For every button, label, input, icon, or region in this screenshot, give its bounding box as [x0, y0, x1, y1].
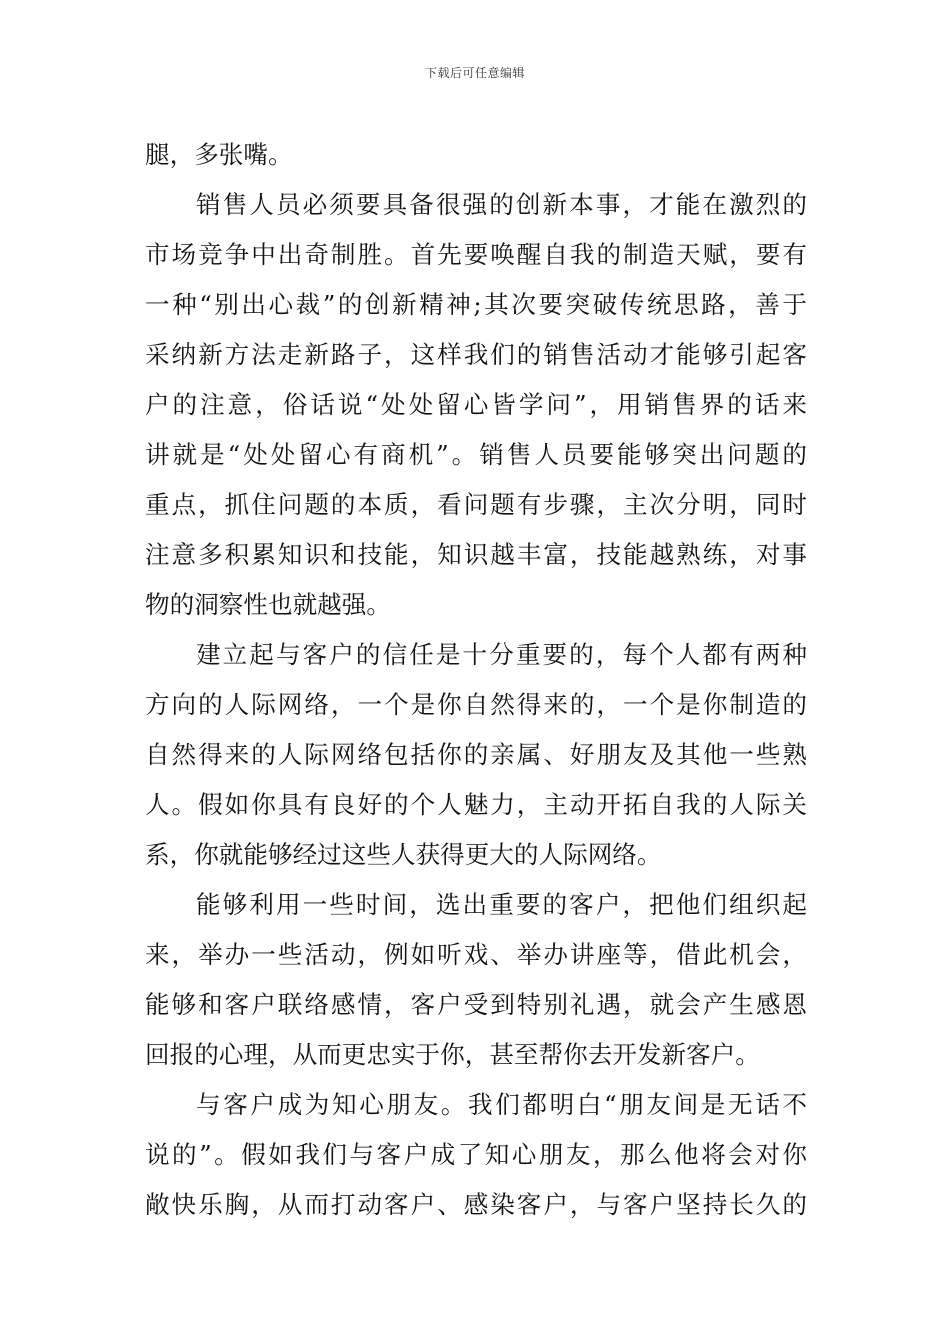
text-line: 能够利用一些时间，选出重要的客户，把他们组织起 — [196, 890, 807, 919]
text-line: 与客户成为知心朋友。我们都明白“朋友间是无话不 — [196, 1090, 807, 1119]
text-line: 系，你就能够经过这些人获得更大的人际网络。 — [145, 840, 662, 869]
text-line: 回报的心理，从而更忠实于你，甚至帮你去开发新客户。 — [145, 1040, 760, 1069]
text-line: 自然得来的人际网络包括你的亲属、好朋友及其他一些熟 — [145, 740, 807, 769]
text-line: 腿，多张嘴。 — [145, 140, 293, 169]
text-line: 方向的人际网络，一个是你自然得来的，一个是你制造的 — [145, 690, 807, 719]
text-line: 建立起与客户的信任是十分重要的，每个人都有两种 — [196, 640, 807, 669]
text-line: 一种“别出心裁”的创新精神;其次要突破传统思路，善于 — [145, 290, 807, 319]
text-line: 说的”。假如我们与客户成了知心朋友，那么他将会对你 — [145, 1140, 807, 1169]
text-line: 物的洞察性也就越强。 — [145, 590, 391, 619]
text-line: 来，举办一些活动，例如听戏、举办讲座等，借此机会， — [145, 940, 807, 969]
page-header: 下载后可任意编辑 — [424, 66, 525, 80]
text-line: 能够和客户联络感情，客户受到特别礼遇，就会产生感恩 — [145, 990, 807, 1019]
text-line: 重点，抓住问题的本质，看问题有步骤，主次分明，同时 — [145, 490, 807, 519]
text-line: 讲就是“处处留心有商机”。销售人员要能够突出问题的 — [145, 440, 807, 469]
text-line: 销售人员必须要具备很强的创新本事，才能在激烈的 — [196, 190, 807, 219]
text-line: 敞快乐胸，从而打动客户、感染客户，与客户坚持长久的 — [145, 1190, 807, 1219]
text-line: 采纳新方法走新路子，这样我们的销售活动才能够引起客 — [145, 340, 807, 369]
text-line: 注意多积累知识和技能，知识越丰富，技能越熟练，对事 — [145, 540, 807, 569]
text-line: 市场竞争中出奇制胜。首先要唤醒自我的制造天赋，要有 — [145, 240, 807, 269]
document-body — [145, 130, 807, 1230]
text-line: 户的注意，俗话说“处处留心皆学问”，用销售界的话来 — [145, 390, 807, 419]
text-line: 人。假如你具有良好的个人魅力，主动开拓自我的人际关 — [145, 790, 807, 819]
